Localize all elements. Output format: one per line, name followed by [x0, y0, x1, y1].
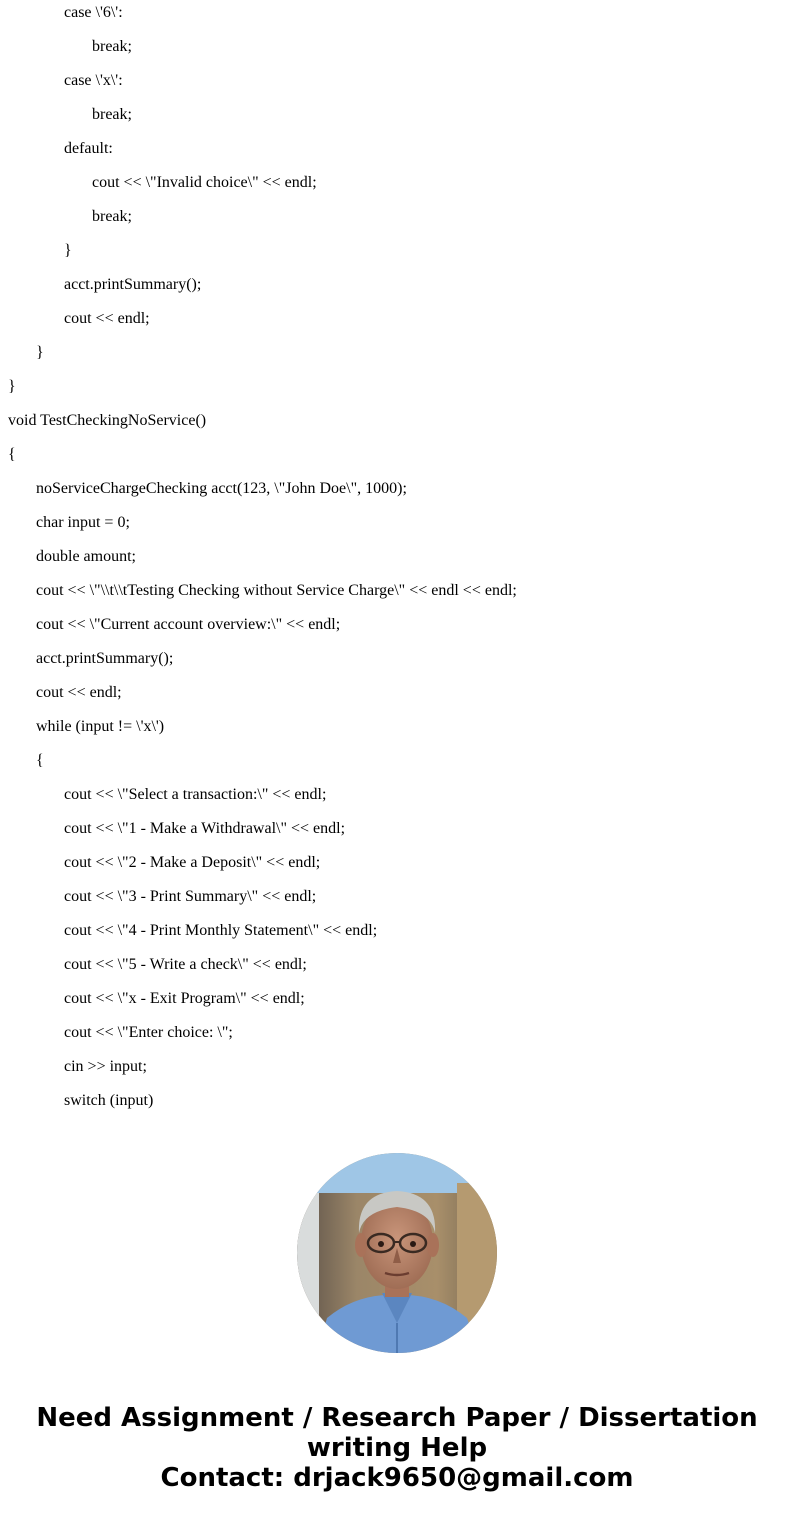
code-line: {: [36, 752, 44, 769]
code-line: double amount;: [36, 548, 136, 565]
code-line: acct.printSummary();: [64, 276, 202, 293]
code-line: default:: [64, 140, 113, 157]
code-line: noServiceChargeChecking acct(123, \"John Doe\", 1000);: [36, 480, 407, 497]
code-line: break;: [92, 208, 132, 225]
code-line: }: [36, 344, 44, 361]
code-line: cout << endl;: [36, 684, 122, 701]
code-line: cout << \"\\t\\tTesting Checking without Service Charge\" << endl << endl;: [36, 582, 517, 599]
code-line: switch (input): [64, 1092, 154, 1109]
code-line: cout << \"1 - Make a Withdrawal\" << endl;: [64, 820, 346, 837]
code-line: case \'6\':: [64, 4, 123, 21]
code-line: cout << \"Select a transaction:\" << endl;: [64, 786, 327, 803]
code-line: cout << \"x - Exit Program\" << endl;: [64, 990, 305, 1007]
code-line: void TestCheckingNoService(): [8, 412, 207, 429]
code-line: case \'x\':: [64, 72, 123, 89]
code-line: }: [8, 378, 16, 395]
code-line: cout << \"5 - Write a check\" << endl;: [64, 956, 307, 973]
code-line: while (input != \'x\'): [36, 718, 165, 735]
code-line: }: [64, 242, 72, 259]
code-line: cout << \"Enter choice: \";: [64, 1024, 233, 1041]
promo-line-2: writing Help: [306, 1433, 488, 1463]
code-line: cin >> input;: [64, 1058, 147, 1075]
code-line: cout << \"Current account overview:\" << endl;: [36, 616, 341, 633]
code-line: cout << \"2 - Make a Deposit\" << endl;: [64, 854, 321, 871]
code-line: break;: [92, 38, 132, 55]
code-line: cout << endl;: [64, 310, 150, 327]
code-line: {: [8, 446, 16, 463]
code-line: cout << \"4 - Print Monthly Statement\" << endl;: [64, 922, 378, 939]
promo-line-1: Need Assignment / Research Paper / Dissertation: [36, 1403, 758, 1433]
portrait-image: [297, 1153, 497, 1353]
code-line: cout << \"Invalid choice\" << endl;: [92, 174, 317, 191]
code-line: acct.printSummary();: [36, 650, 174, 667]
code-line: break;: [92, 106, 132, 123]
code-line: cout << \"3 - Print Summary\" << endl;: [64, 888, 317, 905]
code-line: char input = 0;: [36, 514, 130, 531]
author-avatar: [297, 1153, 497, 1353]
code-listing: [8, 0, 788, 1122]
promo-contact: Contact: drjack9650@gmail.com: [160, 1463, 634, 1493]
promo-banner: [0, 1403, 794, 1493]
